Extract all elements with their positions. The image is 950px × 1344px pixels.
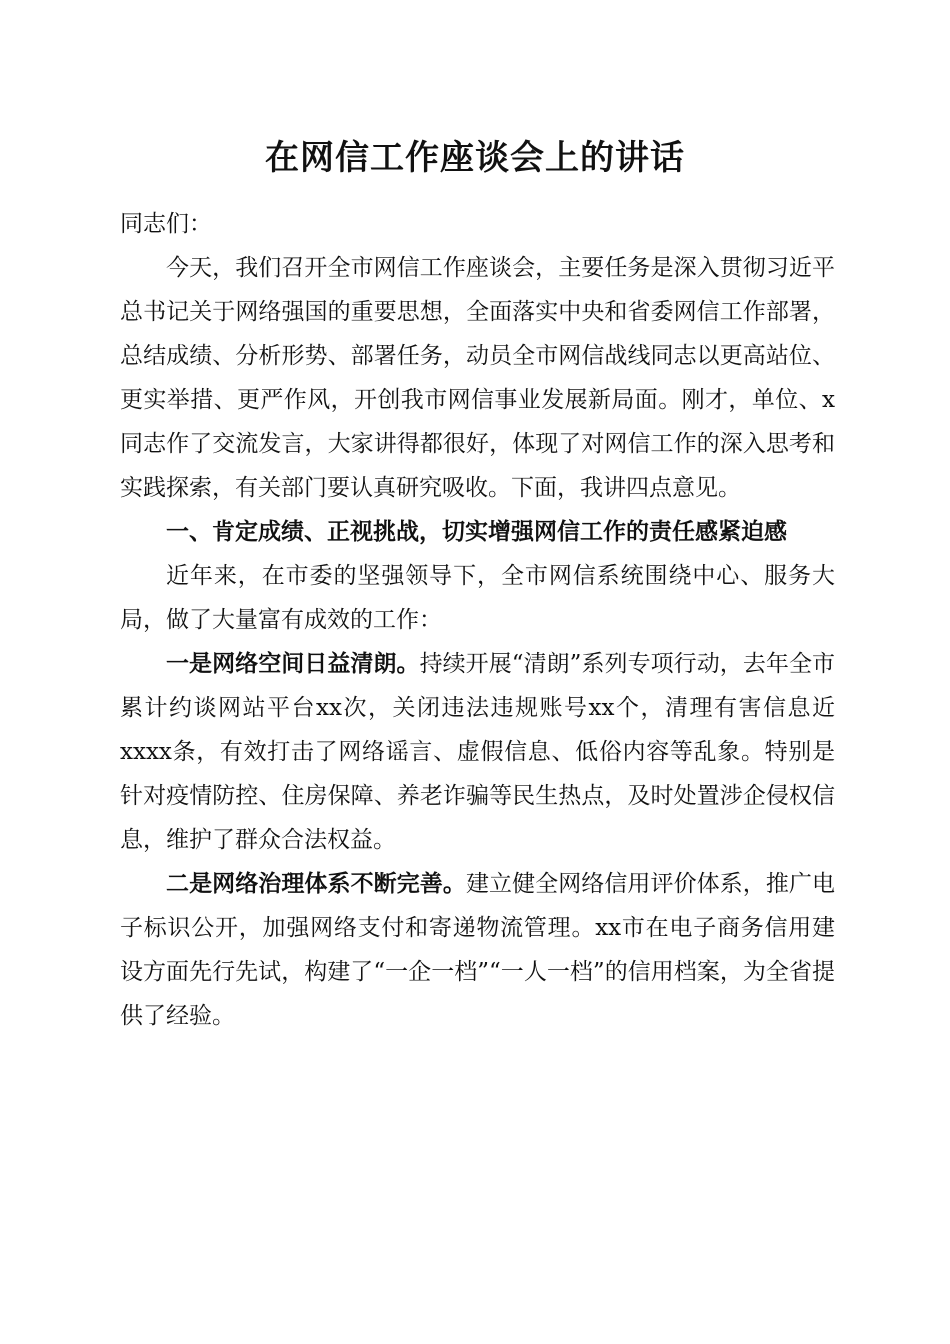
salutation: 同志们： xyxy=(120,211,212,237)
point-1-lead: 一是网络空间日益清朗。 xyxy=(166,650,420,677)
document-title: 在网信工作座谈会上的讲话 xyxy=(265,138,685,178)
point-2-lead: 二是网络治理体系不断完善。 xyxy=(166,870,466,897)
opening-paragraph: 今天，我们召开全市网信工作座谈会，主要任务是深入贯彻习近平总书记关于网络强国的重要思想，全面落实中央和省委网信工作部署，总结成绩、分析形势、部署任务，动员全市网信战线同志以更高站位、更实举措、更严作风，开创我市网信事业发展新局面。刚才，单位、x同志作了交流发言，大家讲得都很好，体现了对网信工作的深入思考和实践探索，有关部门要认真研究吸收。下面，我讲四点意见。 xyxy=(120,255,835,501)
section-heading-1: 一、肯定成绩、正视挑战，切实增强网信工作的责任感紧迫感 xyxy=(166,519,787,545)
point-2-text: 建立健全网络信用评价体系，推广电子标识公开，加强网络支付和寄递物流管理。xx市在电子商务信用建设方面先行先试，构建了“一企一档”“一人一档”的信用档案，为全省提供了经验。 xyxy=(120,871,836,1029)
section-intro-paragraph: 近年来，在市委的坚强领导下，全市网信系统围绕中心、服务大局，做了大量富有成效的工作： xyxy=(120,563,835,633)
point-1-paragraph xyxy=(120,642,835,862)
point-1-text: 持续开展“清朗”系列专项行动，去年全市累计约谈网站平台xx次，关闭违法违规账号xx个，清理有害信息近xxxx条，有效打击了网络谣言、虚假信息、低俗内容等乱象。特别是针对疫情防控、住房保障、养老诈骗等民生热点，及时处置涉企侵权信息，维护了群众合法权益。 xyxy=(120,651,835,853)
point-2-paragraph xyxy=(120,862,835,1038)
document-body xyxy=(120,202,835,1038)
